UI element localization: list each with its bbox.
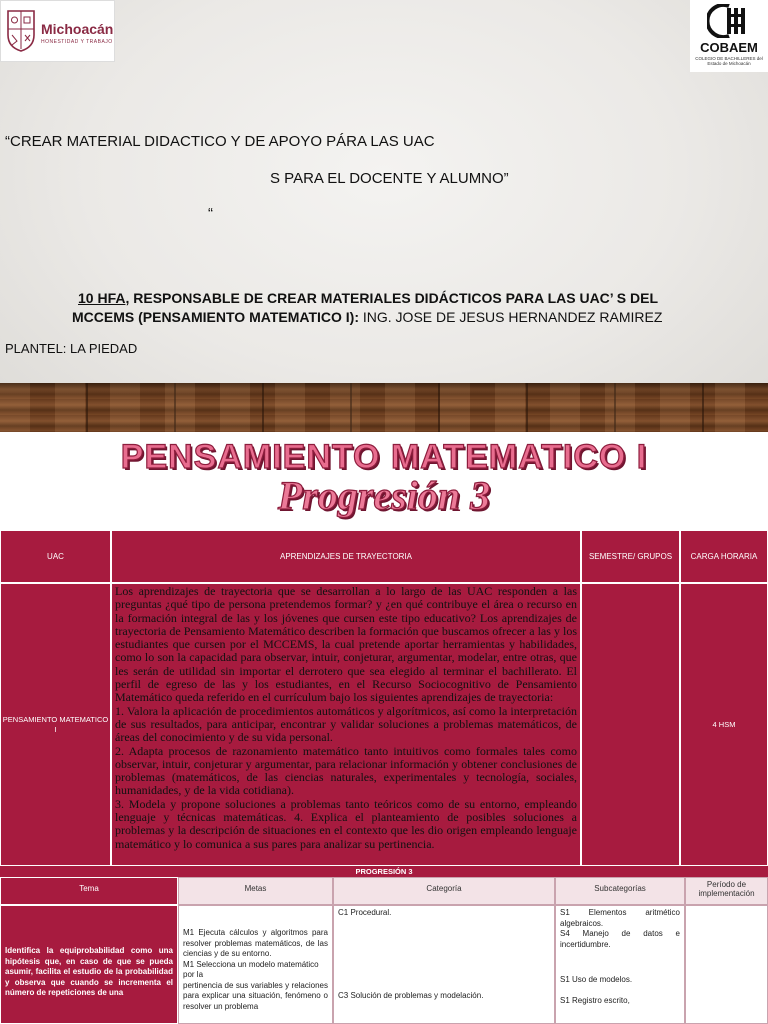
header-uac: UAC: [0, 530, 111, 583]
meta-3: pertinencia de sus variables y relaciones para explicar una situación, fenómeno o resolver un problema: [183, 980, 328, 1011]
subcategorias-cell: [555, 905, 685, 1024]
aprendizajes-intro: Los aprendizajes de trayectoria que se desarrollan a lo largo de las UAC responden a las preguntas ¿qué tipo de persona pretendemos formar? y ¿en qué contribuye el área o recurso en la formación integral de las y los jóvenes que cursen este tipo educativo? Los aprendizajes de trayectoria de Pensamiento Matemático describen la formación que buscamos ofrecer a las y los estudiantes que cursen por el MCCEMS, la cual pretende aportar herramientas y habilidades, como lo son la capacidad para observar, intuir, conjeturar, argumentar, modelar, entre otras, que les serán de utilidad sin importar el derrotero que sea elegido al terminar el bachillerato. El perfil de egreso de las y los estudiantes, en el Recurso Sociocognitivo de Pensamiento Matemático queda referido en el currículum bajo los siguientes aprendizajes de trayectoria:: [115, 584, 577, 705]
teacher-name: ING. JOSE DE JESUS HERNANDEZ RAMIREZ: [359, 309, 663, 325]
michoacan-logo-text: Michoacán: [41, 21, 114, 37]
categoria-cell: [333, 905, 555, 1024]
slide-title-quote: “: [208, 205, 213, 222]
colon: :: [354, 309, 359, 325]
cobaem-logo-tagline: COLEGIO DE BACHILLERES del Estado de Michoacán: [695, 56, 763, 66]
categoria-1: C1 Procedural.: [338, 908, 392, 917]
meta-2: M1 Selecciona un modelo matemático por la: [183, 959, 319, 979]
coat-of-arms-icon: [6, 9, 36, 53]
header-aprendizajes: APRENDIZAJES DE TRAYECTORIA: [111, 530, 581, 583]
cover-slide: [0, 0, 768, 432]
progression-title-bar: PROGRESIÓN 3: [0, 866, 768, 877]
carga-cell: 4 HSM: [680, 583, 768, 866]
subcategoria-3: S1 Uso de modelos.: [560, 975, 633, 984]
responsible-line-2: [72, 309, 662, 325]
header-categoria: Categoría: [333, 877, 555, 905]
subcategoria-1: S1 Elementos aritmético algebraicos.: [560, 908, 680, 928]
cobaem-logo: [690, 0, 768, 72]
periodo-cell: [685, 905, 768, 1024]
progression-heading: Progresión 3: [277, 473, 491, 518]
subcategoria-2: S4 Manejo de datos e incertidumbre.: [560, 929, 680, 949]
subcategoria-4: S1 Registro escrito,: [560, 995, 630, 1005]
hfa-label: 10 HFA: [78, 290, 126, 306]
header-metas: Metas: [178, 877, 333, 905]
uac-cell: PENSAMIENTO MATEMATICO I: [0, 583, 111, 866]
aprendizaje-item-1: 1. Valora la aplicación de procedimientos automáticos y algorítmicos, así como la interpretación de sus resultados, para anticipar, encontrar y validar soluciones a problemas matemáticos, de áreas del conocimiento y de su vida personal.: [115, 703, 577, 745]
meta-1: M1 Ejecuta cálculos y algoritmos para resolver problemas matemáticos, de las ciencias y de su entorno.: [183, 928, 328, 958]
aprendizajes-cell: [111, 583, 581, 866]
progression-table: [0, 866, 768, 1024]
responsible-line-1: [78, 290, 658, 306]
mccems-label: MCCEMS (PENSAMIENTO MATEMATICO I): [72, 309, 355, 325]
metas-cell: [178, 905, 333, 1024]
slide-title-line-2: S PARA EL DOCENTE Y ALUMNO”: [270, 170, 509, 187]
michoacan-logo: [0, 0, 115, 62]
cobaem-emblem-icon: [707, 4, 751, 38]
michoacan-logo-tagline: HONESTIDAD Y TRABAJO: [41, 39, 113, 45]
wooden-floor-decoration: [0, 383, 768, 432]
header-periodo: Período de implementación: [685, 877, 768, 905]
header-tema: Tema: [0, 877, 178, 905]
trajectory-table: [0, 530, 768, 866]
header-subcategorias: Subcategorías: [555, 877, 685, 905]
cobaem-logo-text: COBAEM: [700, 40, 758, 55]
aprendizaje-item-2: 2. Adapta procesos de razonamiento matemático tanto intuitivos como formales tales como observar, intuir, conjeturar y argumentar, para relacionar información y obtener conclusiones de problemas (matemáticos, de las ciencias naturales, experimentales y tecnología, sociales, humanidades, y de la vida cotidiana).: [115, 743, 577, 798]
semestre-cell: [581, 583, 680, 866]
header-semestre: SEMESTRE/ GRUPOS: [581, 530, 680, 583]
subject-heading: PENSAMIENTO MATEMATICO I: [120, 438, 648, 476]
categoria-2: C3 Solución de problemas y modelación.: [338, 990, 484, 1000]
aprendizaje-item-3: 3. Modela y propone soluciones a problemas tanto teóricos como de su entorno, empleando lenguaje y técnicas matemáticas. 4. Explica el planteamiento de posibles soluciones a problemas y la descripción de situaciones en el contexto que les dio origen empleando lenguaje matemático y lo comunica a sus pares para analizar su pertinencia.: [115, 796, 577, 851]
tema-cell: Identifica la equiprobabilidad como una hipótesis que, en caso de que se pueda asumir, facilita el estudio de la probabilidad y observa que cuando se incrementa el número de repeticiones de una: [0, 905, 178, 1024]
plantel-label: PLANTEL: LA PIEDAD: [5, 341, 138, 356]
header-carga: CARGA HORARIA: [680, 530, 768, 583]
slide-title-line-1: “CREAR MATERIAL DIDACTICO Y DE APOYO PÁRA LAS UAC: [5, 133, 435, 150]
responsible-text: , RESPONSABLE DE CREAR MATERIALES DIDÁCTICOS PARA LAS UAC’ S DEL: [125, 290, 659, 306]
